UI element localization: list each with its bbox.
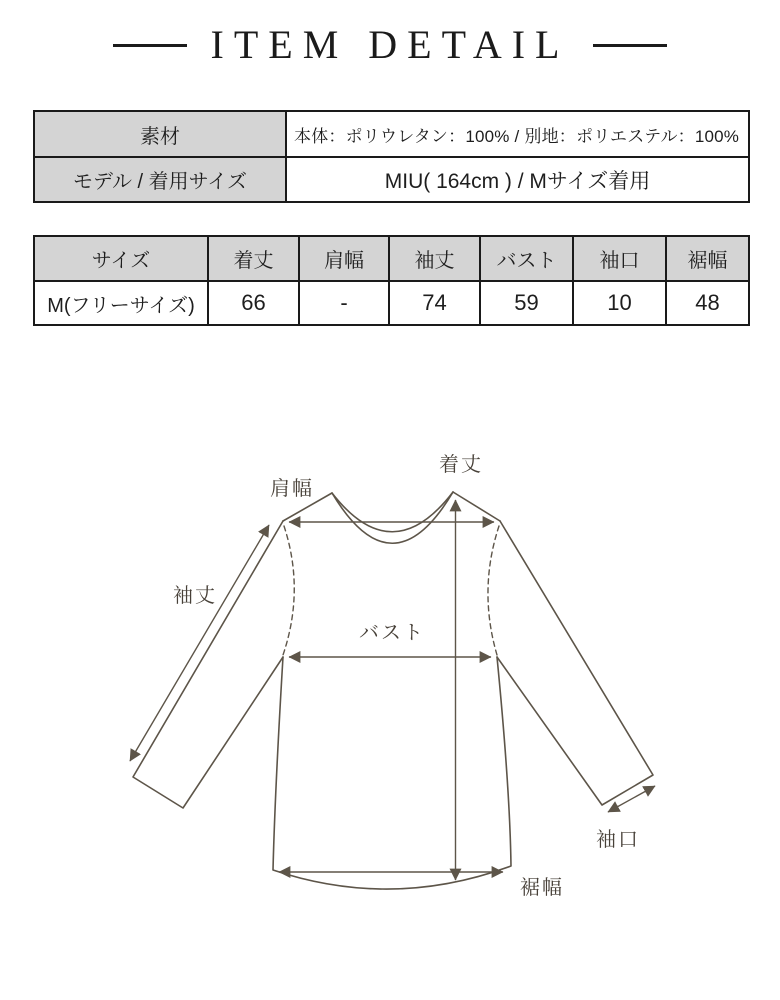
size-value-cell: M(フリーサイズ) — [34, 281, 208, 325]
cuff-arrow — [608, 786, 655, 812]
size-value-cell: - — [299, 281, 389, 325]
page-title: ITEM DETAIL — [210, 22, 570, 67]
back-neckline — [332, 492, 453, 532]
right-shoulder-seam — [453, 492, 500, 521]
size-header-cell: バスト — [480, 236, 573, 281]
shoulder-width-label: 肩幅 — [270, 478, 314, 500]
right-sleeve-outline — [497, 521, 653, 805]
size-value-cell: 48 — [666, 281, 749, 325]
bust-label: バスト — [359, 622, 425, 644]
model-value-cell: MIU( 164cm ) / Mサイズ着用 — [286, 157, 749, 202]
size-header-cell: サイズ — [34, 236, 208, 281]
sleeve-length-arrow — [130, 525, 269, 761]
size-value-cell: 66 — [208, 281, 299, 325]
front-neckline — [332, 492, 453, 543]
hem-width-label: 裾幅 — [520, 877, 564, 899]
size-header-cell: 袖口 — [573, 236, 666, 281]
cuff-label: 袖口 — [596, 829, 640, 851]
size-value-cell: 74 — [389, 281, 480, 325]
body-outline — [273, 657, 511, 889]
size-value-cell: 59 — [480, 281, 573, 325]
size-header-cell: 着丈 — [208, 236, 299, 281]
right-armhole-seam — [488, 526, 499, 655]
model-label-cell: モデル / 着用サイズ — [34, 157, 286, 202]
left-sleeve-outline — [133, 521, 283, 808]
length-label: 着丈 — [439, 454, 483, 476]
sleeve-length-label: 袖丈 — [173, 585, 217, 607]
size-value-cell: 10 — [573, 281, 666, 325]
material-label-cell: 素材 — [34, 111, 286, 157]
left-armhole-seam — [283, 526, 294, 655]
material-value-cell: 本体：ポリウレタン：100% / 別地：ポリエステル：100% — [286, 111, 749, 157]
size-header-cell: 袖丈 — [389, 236, 480, 281]
size-header-cell: 裾幅 — [666, 236, 749, 281]
size-header-cell: 肩幅 — [299, 236, 389, 281]
